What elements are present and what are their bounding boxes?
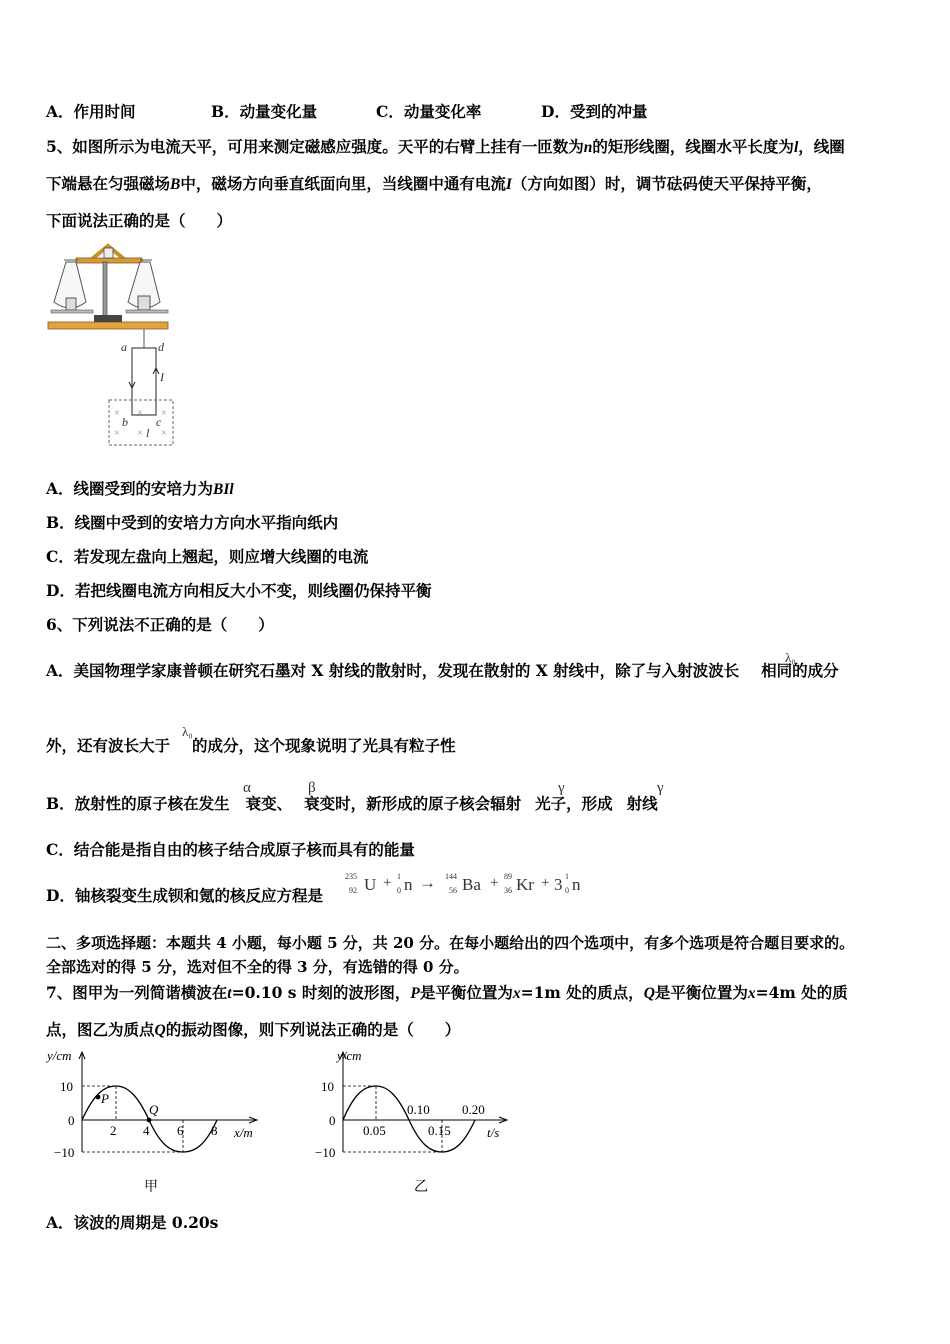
yi-tick-015: 0.15 xyxy=(428,1123,451,1138)
q5-option-d: D．若把线圈电流方向相反大小不变，则线圈仍保持平衡 xyxy=(46,581,432,600)
vibration-graph-yi xyxy=(310,1048,520,1196)
q7-option-a: A．该波的周期是 0.20s xyxy=(46,1213,219,1232)
fig-label-a: a xyxy=(121,340,127,354)
yi-caption: 乙 xyxy=(414,1180,428,1195)
q4-option-b: B．动量变化量 xyxy=(211,102,318,121)
q5-option-a: A．线圈受到的安培力为BIl xyxy=(46,479,234,498)
q6-option-d: D．铀核裂变生成钡和氪的核反应方程是 xyxy=(46,886,323,905)
current-balance-figure xyxy=(44,242,174,452)
yi-tick-020: 0.20 xyxy=(462,1102,485,1117)
yi-y10: 10 xyxy=(321,1079,334,1094)
gamma-symbol-1: γ xyxy=(558,780,565,796)
fig-label-c: c xyxy=(156,415,162,429)
fig-label-l: l xyxy=(146,426,150,440)
q4-option-d: D．受到的冲量 xyxy=(541,102,648,121)
jia-y10: 10 xyxy=(60,1079,73,1094)
yi-yn10: −10 xyxy=(315,1145,336,1160)
jia-caption: 甲 xyxy=(144,1180,158,1195)
field-mark-3: × xyxy=(161,408,167,419)
field-mark-6: × xyxy=(161,428,167,439)
field-mark-4: × xyxy=(114,428,120,439)
q5-stem-line3: 下面说法正确的是（ ） xyxy=(46,211,233,230)
q6-stem: 6、下列说法不正确的是（ ） xyxy=(46,615,274,634)
alpha-symbol: α xyxy=(243,780,251,796)
q5-stem-line1: 5、如图所示为电流天平，可用来测定磁感应强度。天平的右臂上挂有一匝数为n的矩形线圈，线圈水平长度为l，线圈 xyxy=(46,137,845,156)
yi-tick-010: 0.10 xyxy=(407,1102,430,1117)
q6-option-a-line2: 外，还有波长大于 的成分，这个现象说明了光具有粒子性 xyxy=(46,736,456,755)
q7-stem-line1: 7、图甲为一列简谐横波在t=0.10 s 时刻的波形图，P是平衡位置为x=1m 处的质点，Q是平衡位置为x=4m 处的质 xyxy=(46,983,848,1002)
q4-options xyxy=(46,102,647,122)
q5-stem-line2: 下端悬在匀强磁场B中，磁场方向垂直纸面向里，当线圈中通有电流I（方向如图）时，调节砝码使天平保持平衡， xyxy=(46,174,822,193)
fig-label-I: I xyxy=(160,370,164,384)
q7-stem-line2: 点，图乙为质点Q的振动图像，则下列说法正确的是（ ） xyxy=(46,1020,461,1039)
fig-label-b: b xyxy=(122,415,128,429)
field-mark-1: × xyxy=(114,408,120,419)
fig-label-d: d xyxy=(158,340,164,354)
jia-tick-4: 4 xyxy=(143,1123,150,1138)
yi-y0: 0 xyxy=(329,1113,336,1128)
jia-y0: 0 xyxy=(68,1113,75,1128)
section2-heading-line2: 全部选对的得 5 分，选对但不全的得 3 分，有选错的得 0 分。 xyxy=(46,958,469,976)
jia-ylabel: y/cm xyxy=(47,1048,72,1063)
field-mark-5: × xyxy=(137,428,143,439)
field-mark-2: × xyxy=(137,408,143,419)
lambda0-symbol-2: λ₀ xyxy=(182,724,193,739)
q5-option-c: C．若发现左盘向上翘起，则应增大线圈的电流 xyxy=(46,547,369,566)
q4-option-a: A．作用时间 xyxy=(46,102,136,121)
q5-option-b: B．线圈中受到的安培力方向水平指向纸内 xyxy=(46,513,339,532)
q6-option-b: B．放射性的原子核在发生 衰变、 衰变时，新形成的原子核会辐射 光子，形成 射线 xyxy=(46,794,658,813)
section2-heading-line1: 二、多项选择题：本题共 4 小题，每小题 5 分，共 20 分。在每小题给出的四个选项中，有多个选项是符合题目要求的。 xyxy=(46,934,855,952)
yi-xlabel: t/s xyxy=(487,1125,500,1140)
beta-symbol: β xyxy=(308,780,316,796)
jia-tick-6: 6 xyxy=(177,1123,184,1138)
q4-option-c: C．动量变化率 xyxy=(376,102,482,121)
jia-point-Q: Q xyxy=(149,1102,159,1117)
gamma-symbol-2: γ xyxy=(657,780,664,796)
jia-xlabel: x/m xyxy=(234,1125,253,1140)
jia-tick-8: 8 xyxy=(211,1123,218,1138)
jia-yn10: −10 xyxy=(54,1145,75,1160)
jia-tick-2: 2 xyxy=(110,1123,117,1138)
q6-option-c: C．结合能是指自由的核子结合成原子核而具有的能量 xyxy=(46,840,415,859)
yi-tick-005: 0.05 xyxy=(363,1123,386,1138)
jia-point-P: P xyxy=(101,1091,109,1106)
q6-option-a-line1: A．美国物理学家康普顿在研究石墨对 X 射线的散射时，发现在散射的 X 射线中，除了与入射波波长 相同的成分 xyxy=(46,661,839,680)
yi-ylabel: y/cm xyxy=(337,1048,362,1063)
lambda0-symbol-1: λ₀ xyxy=(785,650,796,665)
wave-graph-jia xyxy=(46,1048,276,1196)
